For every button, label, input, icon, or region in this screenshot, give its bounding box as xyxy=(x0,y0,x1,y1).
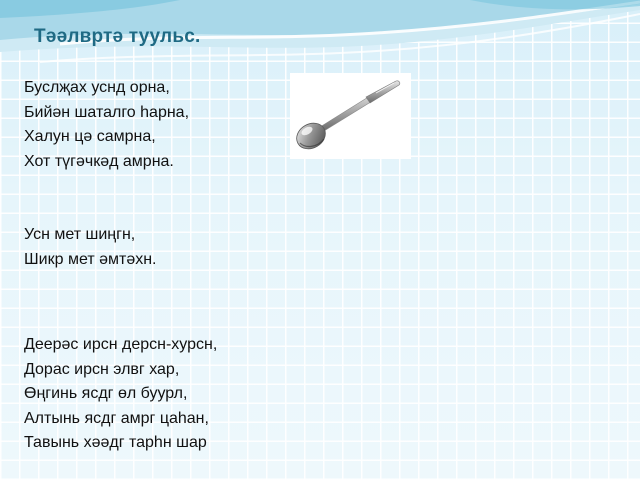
riddle-stanza-2 xyxy=(24,223,294,272)
riddle-text xyxy=(24,76,294,456)
ladle-picture xyxy=(290,73,411,159)
stanza-3-line-2: Дорас ирсн элвг хар, xyxy=(24,360,180,378)
ladle-icon xyxy=(290,73,411,159)
stanza-1-line-3: Халун цә самрна, xyxy=(24,128,156,145)
riddle-stanza-3 xyxy=(24,333,294,456)
stanza-1-line-1: Буслҗах уснд орна, xyxy=(24,79,170,96)
stanza-spacer xyxy=(24,174,294,223)
stanza-2-line-1: Усн мет шиңгн, xyxy=(24,226,136,243)
stanza-spacer xyxy=(24,272,294,333)
riddle-stanza-1 xyxy=(24,76,294,174)
stanza-1-line-4: Хот түгәчкәд амрна. xyxy=(24,152,174,170)
stanza-1-line-2: Бийән шаталго һарна, xyxy=(24,103,190,121)
stanza-3-line-5: Тавынь хәәдг тарһн шар xyxy=(24,434,207,451)
slide-title: Тәәлвртә туульс. xyxy=(34,26,201,47)
stanza-3-line-3: Өңгинь ясдг өл буурл, xyxy=(24,385,188,402)
stanza-3-line-1: Деерәс ирсн дерсн-хурсн, xyxy=(24,336,218,353)
stanza-3-line-4: Алтынь ясдг амрг цаһан, xyxy=(24,409,209,427)
stanza-2-line-2: Шикр мет әмтәхн. xyxy=(24,250,157,268)
